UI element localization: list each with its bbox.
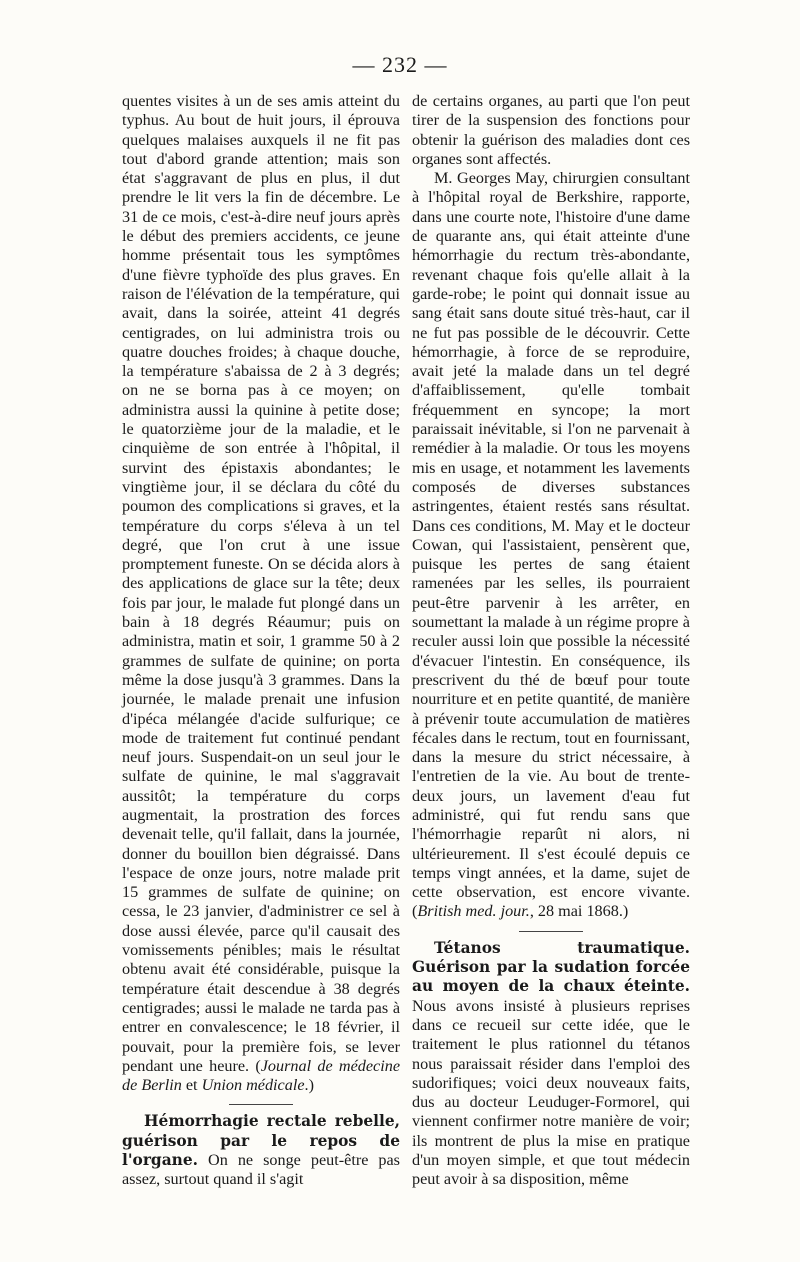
- section-title-tetanos: Tétanos traumatique. Guérison par la sudation forcée au moyen de la chaux éteinte.: [412, 938, 690, 996]
- citation-british-med-jour: British med. jour.: [417, 902, 530, 921]
- section-title-hemorrhagie: Hémorrhagie rectale rebelle, guérison par le repos de l'organe.: [122, 1112, 400, 1170]
- right-column: [412, 92, 690, 1190]
- section-text-hemorrhagie: On ne songe peut-être pas assez, surtout quand il s'agit: [122, 1151, 400, 1189]
- left-column: [122, 92, 400, 1190]
- right-section-paragraph: [412, 939, 690, 1190]
- right-paragraph-1: de certains organes, au parti que l'on peut tirer de la suspension des fonctions pour obtenir la guérison des maladies dont ces organes sont affectés.: [412, 92, 690, 168]
- citation-close: .): [304, 1076, 314, 1095]
- citation-close-2: , 28 mai 1868.): [529, 902, 629, 921]
- right-paragraph-2: [412, 169, 690, 922]
- page-number: — 232 —: [352, 52, 448, 77]
- left-paragraph-1-text: quentes visites à un de ses amis atteint du typhus. Au bout de huit jours, il éprouva quelques malaises auxquels il ne fit pas tout d'abord grande attention; mais son état s'aggravant de plus en plus, il dut prendre le lit vers la fin de décembre. Le 31 de ce mois, c'est-à-dire neuf jours après le début des premiers accidents, ce jeune homme présentait tous les symptômes d'une fièvre typhoïde des plus graves. En raison de l'élévation de la température, qui avait, dans la soirée, atteint 41 degrés centigrades, on lui administra trois ou quatre douches froides; à chaque douche, la température s'abaissa de 2 à 3 degrés; on ne se borna pas à ce moyen; on administra aussi la quinine à petite dose; le quatorzième jour de la maladie, et le cinquième de son entrée à l'hôpital, il survint des épistaxis abondantes; le vingtième jour, il se déclara du côté du poumon des complications si graves, et la température du corps s'éleva à un tel degré, que l'on crut à une issue promptement funeste. On se décida alors à des applications de glace sur la tête; deux fois par jour, le malade fut plongé dans un bain à 18 degrés Réaumur; puis on administra, matin et soir, 1 gramme 50 à 2 grammes de sulfate de quinine; on porta même la dose jusqu'à 3 grammes. Dans la journée, le malade prenait une infusion d'ipéca mélangée d'acide sulfurique; ce mode de traitement fut continué pendant neuf jours. Suspendait-on un seul jour le sulfate de quinine, le mal s'aggravait aussitôt; la température du corps augmentait, la prostration des forces devenait telle, qu'il fallait, dans la journée, donner du bouillon bien dégraissé. Dans l'espace de onze jours, notre malade prit 15 grammes de sulfate de quinine; on cessa, le 23 janvier, d'administrer ce sel à dose aussi élevée, parce qu'il causait des vomissements pénibles; mais le résultat obtenu avait été considérable, puisque la température était descendue à 38 degrés centigrades; aussi le malade ne tarda pas à entrer en convalescence; le 18 février, il pouvait, pour la première fois, se lever pendant une heure. (: [122, 92, 400, 1075]
- citation-journal-berlin: Journal de médecine de Berlin: [122, 1056, 400, 1095]
- section-divider: [229, 1104, 293, 1105]
- left-paragraph-1: [122, 92, 400, 1095]
- citation-connector: et: [181, 1076, 202, 1095]
- left-section-paragraph: [122, 1112, 400, 1189]
- citation-union-medicale: Union médicale: [201, 1076, 305, 1095]
- right-paragraph-2-text: M. Georges May, chirurgien consultant à l'hôpital royal de Berkshire, rapporte, dans une courte note, l'histoire d'une dame de quarante ans, qui était atteinte d'une hémorrhagie du rectum très-abondante, revenant chaque fois qu'elle allait à la garde-robe; le point qui donnait issue au sang était sans doute situé très-haut, car il ne fut pas possible de le découvrir. Cette hémorrhagie, à force de se reproduire, avait jeté la malade dans un tel degré d'affaiblissement, qu'elle tombait fréquemment en syncope; la mort paraissait inévitable, si l'on ne parvenait à remédier à la maladie. Or tous les moyens mis en usage, et notamment les lavements composés de diverses substances astringentes, étaient restés sans résultat. Dans ces conditions, M. May et le docteur Cowan, qui l'assistaient, pensèrent que, puisque les pertes de sang étaient ramenées par les selles, ils pourraient peut-être parvenir à les arrêter, en soumettant la malade à un régime propre à reculer aussi loin que possible la nécessité d'évacuer l'intestin. En conséquence, ils prescrivent du thé de bœuf pour toute nourriture et en petite quantité, de manière à prévenir toute accumulation de matières fécales dans le rectum, tout en fournissant, dans la mesure du strict nécessaire, à l'entretien de la vie. Au bout de trente-deux jours, un lavement d'eau fut administré, qui fut rendu sans que l'hémorrhagie reparût ni alors, ni ultérieurement. Il s'est écoulé depuis ce temps vingt années, et la dame, sujet de cette observation, est encore vivante. (: [412, 169, 690, 921]
- section-text-tetanos: Nous avons insisté à plusieurs reprises dans ce recueil sur cette idée, que le traitement le plus rationnel du tétanos nous paraissait résider dans l'emploi des sudorifiques; voici deux nouveaux faits, dus au docteur Leuduger-Formorel, qui viennent confirmer notre manière de voir; ils montrent de plus la mise en pratique d'un moyen simple, et que tout médecin peut avoir à sa disposition, même: [412, 996, 690, 1189]
- section-divider-2: [519, 931, 583, 932]
